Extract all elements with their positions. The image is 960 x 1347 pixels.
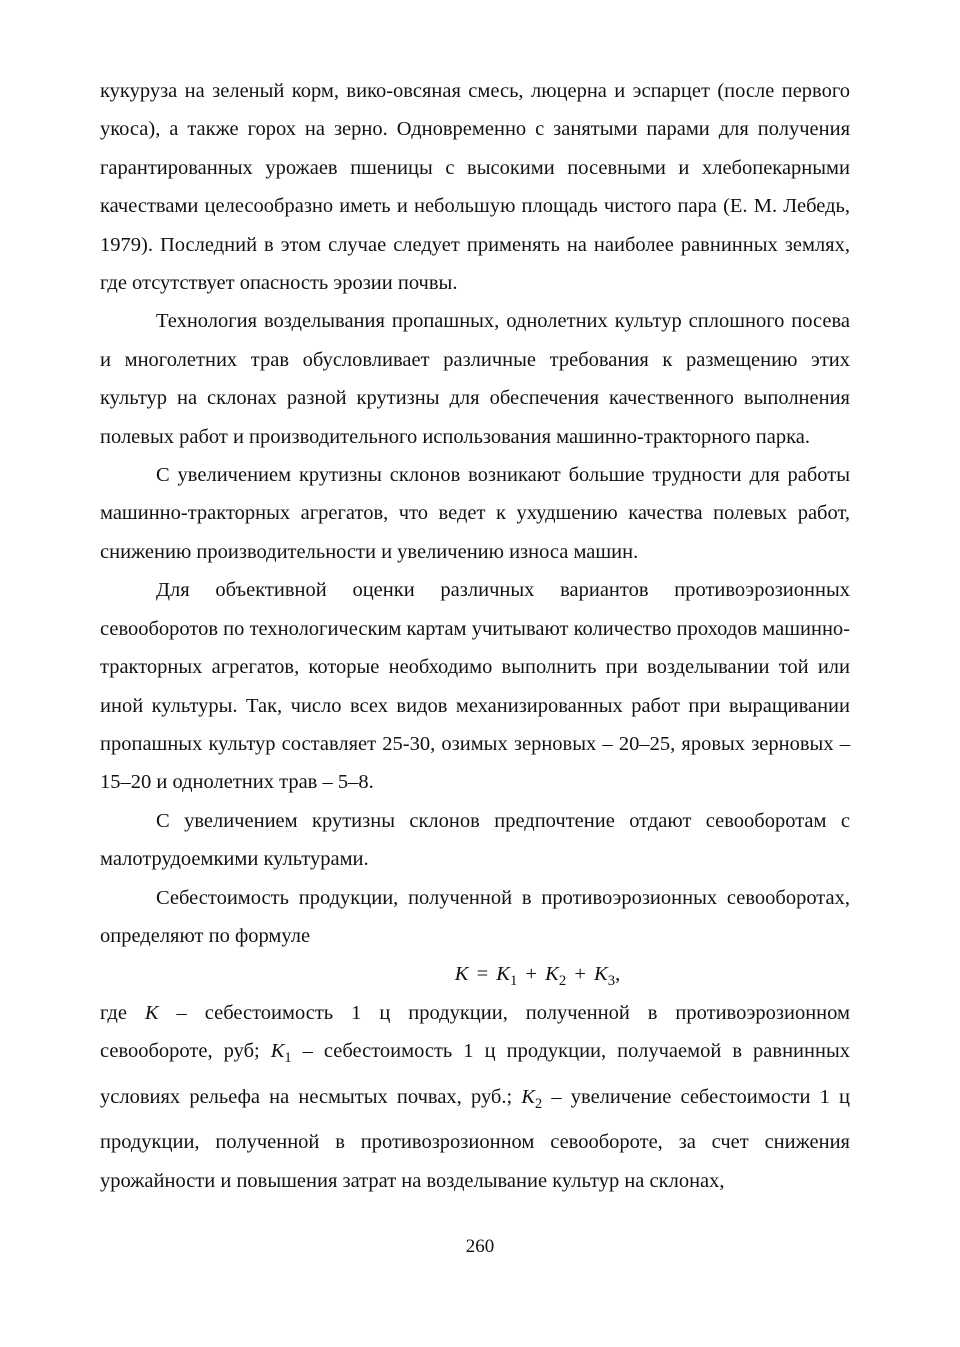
- page-number: 260: [465, 1236, 495, 1257]
- paragraph-5: С увеличением крутизны склонов предпочтение отдают севооборотам с малотрудоемкими культурами.: [100, 809, 850, 871]
- cost-formula: [100, 955, 850, 993]
- formula-plus-1: +: [525, 963, 538, 986]
- symbol-k1: K: [270, 1040, 285, 1063]
- formula-term-2-sub: 2: [558, 973, 567, 990]
- explanation-part-2: – себестоимость 1 ц продукции, полученной в противоэрозионном севообороте, руб;: [100, 1001, 850, 1063]
- paragraph-1: кукуруза на зеленый корм, вико-овсяная смесь, люцерна и эспарцет (после первого укоса), а также горох на зерно. Одновременно с занятыми парами для получения гарантированных урожаев пшеницы с высокими посевными и хлебопекарными качествами целесообразно иметь и небольшую площадь чистого пара (Е. М. Лебедь, 1979). Последний в этом случае следует применять на наиболее равнинных землях, где отсутствует опасность эрозии почвы.: [100, 80, 850, 295]
- page-body: [100, 72, 850, 1200]
- paragraph-4: Для объективной оценки различных вариантов противоэрозионных севооборотов по технологическим картам учитывают количество проходов машинно-тракторных агрегатов, которые необходимо выполнить при возделывании той или иной культуры. Так, число всех видов механизированных работ при выращивании пропашных культур составляет 25-30, озимых зерновых – 20–25, яровых зерновых – 15–20 и однолетних трав – 5–8.: [100, 579, 850, 794]
- explanation-part-3: – себестоимость 1 ц продукции, получаемой в равнинных условиях рельефа на несмытых почвах, руб.;: [100, 1040, 850, 1108]
- paragraph-3: С увеличением крутизны склонов возникают большие трудности для работы машинно-тракторных агрегатов, что ведет к ухудшению качества полевых работ, снижению производительности и увеличению износа машин.: [100, 464, 850, 563]
- explanation-part-4: – увеличение себестоимости 1 ц продукции, полученной в противозрозионном севообороте, за счет снижения урожайности и повышения затрат на возделывание культур на склонах,: [100, 1085, 851, 1192]
- formula-explanation: [100, 994, 850, 1200]
- symbol-k: K: [144, 1001, 159, 1024]
- formula-term-2: K: [545, 963, 559, 986]
- formula-equals: =: [476, 963, 489, 986]
- symbol-k2-sub: 2: [535, 1095, 543, 1112]
- formula-term-1-sub: 1: [509, 973, 518, 990]
- paragraph-6: Себестоимость продукции, полученной в противоэрозионных севооборотах, определяют по формуле: [100, 886, 850, 947]
- formula-plus-2: +: [574, 963, 586, 986]
- formula-term-3-sub: 3: [607, 973, 616, 990]
- formula-term-1: K: [496, 963, 510, 986]
- symbol-k1-sub: 1: [284, 1050, 292, 1067]
- explanation-part-1: где: [100, 1001, 145, 1024]
- formula-term-3: K: [594, 963, 608, 986]
- symbol-k2: K: [521, 1085, 536, 1108]
- paragraph-2: Технология возделывания пропашных, однолетних культур сплошного посева и многолетних трав обусловливает различные требования к размещению этих культур на склонах разной крутизны для обеспечения качественного выполнения полевых работ и производительного использования машинно-тракторного парка.: [100, 310, 850, 448]
- formula-lhs: K: [454, 963, 469, 986]
- formula-comma: ,: [615, 963, 621, 986]
